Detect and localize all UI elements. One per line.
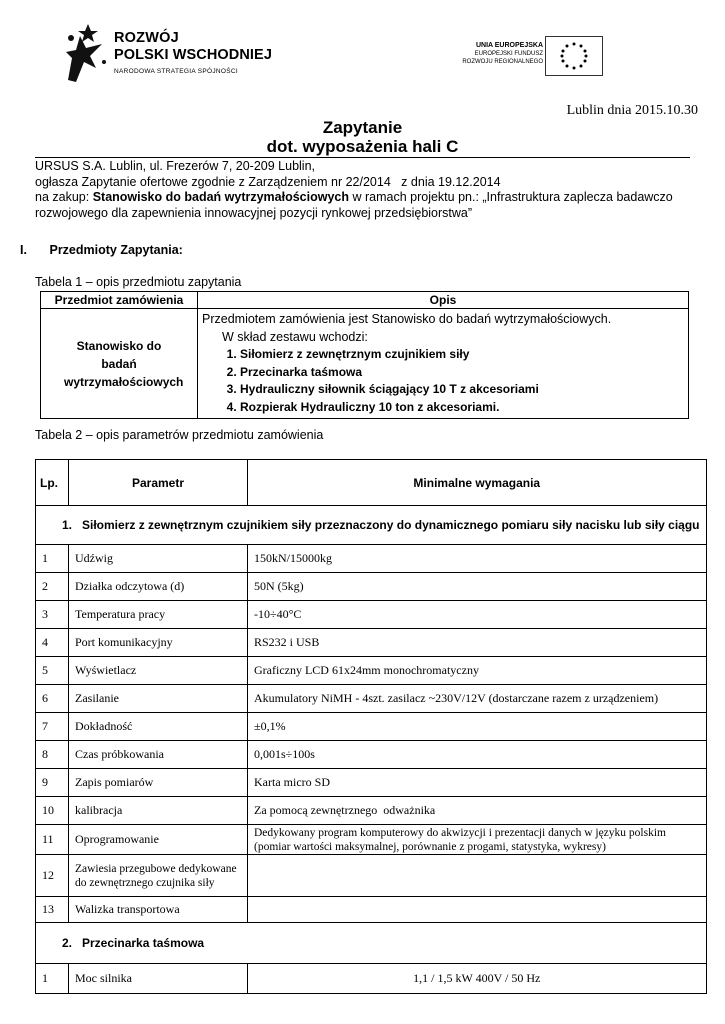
table1-list bbox=[202, 346, 680, 416]
section-number: I. bbox=[20, 243, 27, 257]
section-heading bbox=[20, 243, 183, 257]
cell-req: Za pomocą zewnętrznego odważnika bbox=[248, 797, 707, 825]
cell-param: Dokładność bbox=[69, 713, 248, 741]
document-subtitle: dot. wyposażenia hali C bbox=[266, 137, 459, 156]
cell-param: Udźwig bbox=[69, 545, 248, 573]
table-row bbox=[36, 713, 707, 741]
cell-param: Zapis pomiarów bbox=[69, 769, 248, 797]
table-row bbox=[36, 545, 707, 573]
document-title: Zapytanie bbox=[322, 118, 403, 137]
table2-caption: Tabela 2 – opis parametrów przedmiotu zamówienia bbox=[35, 428, 324, 442]
table-row bbox=[36, 573, 707, 601]
cell-req: -10÷40°C bbox=[248, 601, 707, 629]
logo-line2: POLSKI WSCHODNIEJ bbox=[114, 47, 272, 63]
cell-lp: 2 bbox=[36, 573, 69, 601]
table-row bbox=[36, 855, 707, 897]
intro-paragraph bbox=[35, 159, 690, 222]
cell-param: Działka odczytowa (d) bbox=[69, 573, 248, 601]
table-row bbox=[36, 629, 707, 657]
cell-param: Zawiesia przegubowe dedykowane do zewnętrznego czujnika siły bbox=[69, 855, 248, 897]
cell-lp: 5 bbox=[36, 657, 69, 685]
cell-req: Dedykowany program komputerowy do akwizycji i prezentacji danych w języku polskim (pomiar wartości maksymalnej, porównanie z progami, statystyka, wykresy) bbox=[248, 825, 707, 855]
list-item: 4. Rozpierak Hydrauliczny 10 ton z akcesoriami. bbox=[240, 399, 680, 417]
logo-subtitle: NARODOWA STRATEGIA SPÓJNOŚCI bbox=[114, 68, 238, 75]
cell-req: 150kN/15000kg bbox=[248, 545, 707, 573]
cell-lp: 11 bbox=[36, 825, 69, 855]
table1-header-item: Przedmiot zamówienia bbox=[41, 292, 198, 309]
intro-line2: ogłasza Zapytanie ofertowe zgodnie z Zarządzeniem nr 22/2014 z dnia 19.12.2014 bbox=[35, 174, 501, 189]
rozwoj-polski-wschodniej-logo bbox=[62, 22, 282, 84]
cell-lp: 10 bbox=[36, 797, 69, 825]
cell-req: Akumulatory NiMH - 4szt. zasilacz ~230V/12V (dostarczane razem z urządzeniem) bbox=[248, 685, 707, 713]
cell-req: Graficzny LCD 61x24mm monochromatyczny bbox=[248, 657, 707, 685]
cell-param: Temperatura pracy bbox=[69, 601, 248, 629]
subject-table bbox=[40, 291, 689, 419]
table-row bbox=[36, 797, 707, 825]
cell-param: Moc silnika bbox=[69, 964, 248, 994]
section-row-1: 1. Siłomierz z zewnętrznym czujnikiem siły przeznaczony do dynamicznego pomiaru siły nacisku lub siły ciągu bbox=[36, 506, 707, 545]
table1-description bbox=[198, 309, 689, 419]
table-row bbox=[36, 897, 707, 923]
intro-line3-prefix: na zakup: bbox=[35, 190, 93, 205]
table1-caption: Tabela 1 – opis przedmiotu zapytania bbox=[35, 275, 242, 289]
section-title: Przedmioty Zapytania: bbox=[49, 243, 183, 257]
cell-req: ±0,1% bbox=[248, 713, 707, 741]
cell-lp: 7 bbox=[36, 713, 69, 741]
section-row-2: 2. Przecinarka taśmowa bbox=[36, 923, 707, 964]
cell-req: RS232 i USB bbox=[248, 629, 707, 657]
table1-header-desc: Opis bbox=[198, 292, 689, 309]
eu-flag-icon bbox=[545, 36, 603, 76]
cell-param: Wyświetlacz bbox=[69, 657, 248, 685]
list-item: 3. Hydrauliczny siłownik ściągający 10 T z akcesoriami bbox=[240, 381, 680, 399]
cell-lp: 4 bbox=[36, 629, 69, 657]
table-row bbox=[36, 825, 707, 855]
cell-req: 1,1 / 1,5 kW 400V / 50 Hz bbox=[248, 964, 707, 994]
cell-lp: 6 bbox=[36, 685, 69, 713]
intro-line3-suffix: w ramach projektu pn.: „Infrastruktura zaplecza badawczo bbox=[349, 190, 673, 205]
document-date: Lublin dnia 2015.10.30 bbox=[566, 103, 698, 118]
list-item: 1. Siłomierz z zewnętrznym czujnikiem siły bbox=[240, 346, 680, 364]
table-row bbox=[36, 741, 707, 769]
header-lp: Lp. bbox=[36, 460, 69, 506]
parameters-table bbox=[35, 459, 707, 994]
cell-lp: 1 bbox=[36, 964, 69, 994]
list-item: 2. Przecinarka taśmowa bbox=[240, 364, 680, 382]
header-parametr: Parametr bbox=[69, 460, 248, 506]
cell-lp: 8 bbox=[36, 741, 69, 769]
table-row bbox=[36, 601, 707, 629]
cell-lp: 1 bbox=[36, 545, 69, 573]
cell-req bbox=[248, 855, 707, 897]
table-row bbox=[36, 769, 707, 797]
cell-lp: 13 bbox=[36, 897, 69, 923]
cell-param: Czas próbkowania bbox=[69, 741, 248, 769]
eu-logo bbox=[440, 34, 605, 76]
cell-param: Port komunikacyjny bbox=[69, 629, 248, 657]
cell-param: Walizka transportowa bbox=[69, 897, 248, 923]
cell-req: 0,001s÷100s bbox=[248, 741, 707, 769]
table1-item-text: Stanowisko do badań wytrzymałościowych bbox=[64, 338, 184, 389]
intro-line3-bold: Stanowisko do badań wytrzymałościowych bbox=[92, 190, 349, 205]
eu-line2: EUROPEJSKI FUNDUSZ bbox=[474, 51, 543, 57]
cell-lp: 9 bbox=[36, 769, 69, 797]
cell-param: Oprogramowanie bbox=[69, 825, 248, 855]
star-figure-icon bbox=[62, 22, 110, 84]
logo-line1: ROZWÓJ bbox=[114, 30, 179, 46]
header-wymagania: Minimalne wymagania bbox=[248, 460, 707, 506]
intro-line3 bbox=[35, 190, 690, 206]
cell-lp: 3 bbox=[36, 601, 69, 629]
table1-item bbox=[41, 309, 198, 419]
intro-line1: URSUS S.A. Lublin, ul. Frezerów 7, 20-209 Lublin, bbox=[35, 159, 315, 173]
cell-lp: 12 bbox=[36, 855, 69, 897]
intro-line4: rozwojowego dla zapewnienia innowacyjnej pozycji rynkowej przedsiębiorstwa” bbox=[35, 206, 473, 221]
eu-line3: ROZWOJU REGIONALNEGO bbox=[462, 59, 543, 65]
eu-line1: UNIA EUROPEJSKA bbox=[475, 42, 543, 49]
title-divider bbox=[35, 157, 690, 158]
cell-param: kalibracja bbox=[69, 797, 248, 825]
cell-req bbox=[248, 897, 707, 923]
table-row bbox=[36, 685, 707, 713]
table1-desc2: W skład zestawu wchodzi: bbox=[222, 329, 368, 344]
table-row bbox=[36, 964, 707, 994]
cell-req: Karta micro SD bbox=[248, 769, 707, 797]
table-row bbox=[36, 657, 707, 685]
cell-param: Zasilanie bbox=[69, 685, 248, 713]
table1-desc1: Przedmiotem zamówienia jest Stanowisko do badań wytrzymałościowych. bbox=[202, 312, 612, 326]
cell-req: 50N (5kg) bbox=[248, 573, 707, 601]
